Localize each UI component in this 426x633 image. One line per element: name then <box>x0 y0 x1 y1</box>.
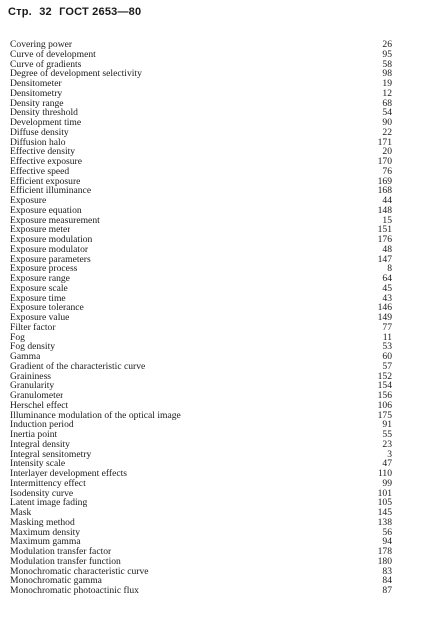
index-number: 145 <box>377 507 392 518</box>
index-number: 8 <box>387 263 392 275</box>
index-entry <box>10 372 392 382</box>
index-term: Maximum density <box>10 527 81 538</box>
index-number: 22 <box>382 126 392 138</box>
index-term: Gradient of the characteristic curve <box>10 361 146 372</box>
index-term: Effective exposure <box>10 157 83 167</box>
index-term: Modulation transfer factor <box>10 547 112 557</box>
page-label: Стр. <box>8 6 32 18</box>
index-term: Exposure meter <box>10 225 71 235</box>
index-number: 138 <box>377 516 392 528</box>
index-entry <box>10 147 392 157</box>
index-number: 87 <box>382 585 392 596</box>
index-term: Granularity <box>10 381 55 391</box>
index-number: 68 <box>382 97 392 109</box>
index-number: 55 <box>382 429 392 440</box>
index-entry <box>10 557 392 567</box>
index-number: 90 <box>382 117 392 128</box>
index-number: 110 <box>377 468 392 479</box>
index-entry <box>10 391 392 401</box>
page-number: 32 <box>39 6 52 18</box>
index-term: Fog <box>10 332 25 343</box>
index-entry <box>10 167 392 177</box>
index-number: 106 <box>377 399 392 411</box>
index-entry <box>10 586 392 596</box>
index-term: Exposure modulator <box>10 244 89 255</box>
index-number: 64 <box>382 273 392 284</box>
index-number: 60 <box>382 351 392 362</box>
index-number: 84 <box>382 575 392 587</box>
index-entry <box>10 177 392 187</box>
index-term: Densitometry <box>10 88 63 99</box>
index-term: Intensity scale <box>10 459 66 469</box>
index-entry <box>10 440 392 450</box>
index-number: 56 <box>382 526 392 538</box>
index-number: 91 <box>382 419 392 431</box>
index-entry <box>10 313 392 323</box>
index-term: Efficient exposure <box>10 176 81 187</box>
index-term: Exposure modulation <box>10 235 93 245</box>
index-term: Latent image fading <box>10 498 88 508</box>
index-entry <box>10 576 392 586</box>
index-number: 147 <box>377 253 392 265</box>
index-entry <box>10 528 392 538</box>
index-entry <box>10 264 392 274</box>
index-entry <box>10 186 392 196</box>
index-entry <box>10 274 392 284</box>
index-number: 176 <box>377 234 392 245</box>
index-term: Monochromatic characteristic curve <box>10 566 149 577</box>
index-term: Integral density <box>10 439 70 450</box>
index-entry <box>10 479 392 489</box>
index-term: Modulation transfer function <box>10 556 121 567</box>
index-number: 105 <box>377 497 392 509</box>
index-entry <box>10 469 392 479</box>
index-entry <box>10 245 392 255</box>
index-entry <box>10 206 392 216</box>
index-number: 11 <box>382 331 392 343</box>
index-term: Exposure tolerance <box>10 303 84 313</box>
index-entry <box>10 323 392 333</box>
index-term: Illuminance modulation of the optical image <box>10 410 181 421</box>
index-number: 20 <box>382 146 392 158</box>
index-term: Maximum gamma <box>10 537 81 547</box>
index-number: 77 <box>382 321 392 333</box>
index-entry <box>10 508 392 518</box>
index-entry <box>10 235 392 245</box>
index-entry <box>10 89 392 99</box>
index-term: Graininess <box>10 371 52 382</box>
index-number: 54 <box>382 107 392 119</box>
index-term: Mask <box>10 508 32 518</box>
index-number: 94 <box>382 536 392 548</box>
index-entry <box>10 138 392 148</box>
index-term: Effective speed <box>10 166 70 177</box>
index-entry <box>10 284 392 294</box>
index-number: 23 <box>382 438 392 450</box>
index-entry <box>10 216 392 226</box>
page-header <box>8 6 145 18</box>
index-term: Densitometer <box>10 79 62 89</box>
index-number: 146 <box>377 302 392 314</box>
index-term: Diffuse density <box>10 127 69 138</box>
index-number: 44 <box>382 195 392 206</box>
index-entry <box>10 225 392 235</box>
index-number: 58 <box>382 58 392 70</box>
index-term: Efficient illuminance <box>10 186 92 196</box>
term-index <box>10 40 392 596</box>
index-term: Diffusion halo <box>10 137 66 148</box>
index-entry <box>10 547 392 557</box>
index-entry <box>10 69 392 79</box>
index-number: 149 <box>377 312 392 323</box>
index-number: 151 <box>377 224 392 236</box>
index-term: Monochromatic gamma <box>10 576 102 586</box>
index-entry <box>10 450 392 460</box>
index-entry <box>10 128 392 138</box>
index-term: Fog density <box>10 342 56 352</box>
index-term: Development time <box>10 118 82 128</box>
index-number: 83 <box>382 565 392 577</box>
index-term: Exposure <box>10 196 47 206</box>
index-number: 152 <box>377 370 392 382</box>
index-number: 57 <box>382 360 392 372</box>
index-number: 175 <box>377 409 392 421</box>
index-number: 76 <box>382 165 392 177</box>
index-number: 99 <box>382 477 392 489</box>
index-entry <box>10 420 392 430</box>
index-term: Gamma <box>10 352 41 362</box>
index-term: Degree of development selectivity <box>10 69 142 79</box>
index-number: 168 <box>377 185 392 197</box>
index-entry <box>10 381 392 391</box>
index-term: Exposure process <box>10 264 78 274</box>
index-number: 169 <box>377 175 392 187</box>
index-term: Covering power <box>10 40 73 50</box>
index-entry <box>10 303 392 313</box>
index-term: Curve of gradients <box>10 59 82 70</box>
index-number: 45 <box>382 282 392 294</box>
index-entry <box>10 411 392 421</box>
index-entry <box>10 255 392 265</box>
index-entry <box>10 401 392 411</box>
index-entry <box>10 352 392 362</box>
index-term: Masking method <box>10 517 75 528</box>
index-term: Exposure equation <box>10 205 82 216</box>
index-entry <box>10 498 392 508</box>
index-entry <box>10 567 392 577</box>
index-entry <box>10 157 392 167</box>
index-number: 101 <box>377 487 392 499</box>
index-term: Exposure time <box>10 293 66 304</box>
index-entry <box>10 118 392 128</box>
index-entry <box>10 342 392 352</box>
index-entry <box>10 518 392 528</box>
index-term: Filter factor <box>10 322 56 333</box>
index-term: Intermittency effect <box>10 478 86 489</box>
index-number: 148 <box>377 204 392 216</box>
index-entry <box>10 60 392 70</box>
index-number: 15 <box>382 214 392 226</box>
index-entry <box>10 294 392 304</box>
index-number: 3 <box>387 448 392 460</box>
index-term: Density range <box>10 98 64 109</box>
index-number: 170 <box>377 156 392 167</box>
standard-code: ГОСТ 2653—80 <box>59 6 142 18</box>
index-term: Density threshold <box>10 108 78 118</box>
index-number: 19 <box>382 78 392 89</box>
index-number: 48 <box>382 243 392 255</box>
index-entry <box>10 537 392 547</box>
index-number: 12 <box>382 87 392 99</box>
index-entry <box>10 50 392 60</box>
index-number: 178 <box>377 546 392 557</box>
index-term: Interlayer development effects <box>10 469 128 479</box>
index-entry <box>10 99 392 109</box>
index-number: 43 <box>382 292 392 304</box>
index-number: 171 <box>377 136 392 148</box>
index-number: 154 <box>377 380 392 392</box>
index-term: Monochromatic photoactinic flux <box>10 586 139 596</box>
index-number: 47 <box>382 458 392 470</box>
index-entry <box>10 459 392 469</box>
index-term: Granulometer <box>10 391 64 401</box>
index-term: Isodensity curve <box>10 488 74 499</box>
index-term: Herschel effect <box>10 400 69 411</box>
index-number: 180 <box>377 555 392 567</box>
index-number: 98 <box>382 68 392 80</box>
index-number: 26 <box>382 39 392 50</box>
index-term: Integral sensitometry <box>10 449 92 460</box>
index-entry <box>10 430 392 440</box>
index-term: Exposure scale <box>10 283 68 294</box>
index-number: 53 <box>382 341 392 353</box>
index-entry <box>10 333 392 343</box>
index-number: 95 <box>382 48 392 60</box>
index-term: Effective density <box>10 147 76 157</box>
index-term: Curve of development <box>10 49 96 60</box>
index-term: Exposure value <box>10 313 70 323</box>
index-number: 156 <box>377 390 392 401</box>
index-entry <box>10 79 392 89</box>
index-term: Exposure measurement <box>10 215 100 226</box>
index-term: Inertia point <box>10 430 58 440</box>
index-entry <box>10 40 392 50</box>
index-entry <box>10 489 392 499</box>
index-term: Induction period <box>10 420 74 430</box>
index-term: Exposure parameters <box>10 254 91 265</box>
index-term: Exposure range <box>10 274 70 284</box>
index-entry <box>10 362 392 372</box>
index-entry <box>10 108 392 118</box>
index-entry <box>10 196 392 206</box>
